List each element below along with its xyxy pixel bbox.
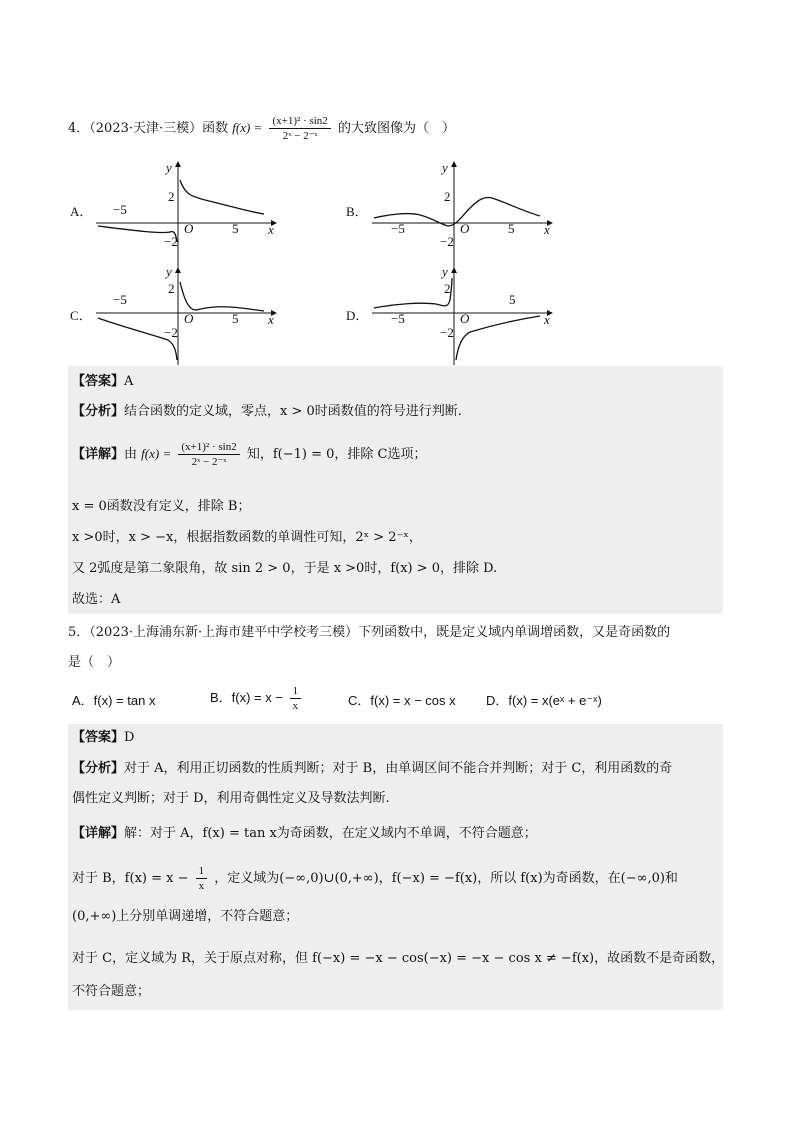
sol4-detail-numerator: (x+1)² · sin2	[178, 440, 239, 455]
sol5-detail3: (0,+∞)上分别单调递增，不符合题意；	[72, 909, 299, 924]
graph-d-origin: O	[460, 311, 470, 326]
sol5-analysis-text: 对于 A，利用正切函数的性质判断；对于 B，由单调区间不能合并判断；对于 C，利用函数的奇	[124, 761, 673, 776]
sol5-analysis2: 偶性定义判断；对于 D，利用奇偶性定义及导数法判断.	[72, 791, 390, 806]
sol4-detail-denominator: 2ˣ − 2⁻ˣ	[191, 456, 227, 468]
graph-a-origin: O	[184, 221, 194, 236]
graph-options	[0, 150, 794, 370]
graph-a-label: A．	[70, 204, 93, 219]
sol4-answer-tag: 【答案】	[72, 374, 125, 389]
graph-a-y-var: y	[166, 160, 172, 175]
graph-c-curve-right	[180, 282, 264, 311]
sol4-answer-value: A	[124, 374, 134, 389]
sol5-analysis	[72, 759, 672, 779]
question-5-line1: 5．（2023·上海浦东新·上海市建平中学校考三模）下列函数中，既是定义域内单调增函数，又是奇函数的	[68, 625, 671, 640]
graph-b-label: B．	[346, 204, 368, 219]
sol4-detail-pre: 由	[124, 447, 138, 462]
graph-c-origin: O	[184, 311, 194, 326]
question-4-stem	[68, 114, 455, 143]
q4-numerator: (x+1)² · sin2	[269, 114, 330, 129]
graph-d[interactable]	[346, 264, 552, 365]
q5-option-b-fraction	[290, 684, 302, 713]
sol4-line2: x = 0函数没有定义，排除 B；	[72, 499, 251, 514]
graph-c-tick-neg: −5	[113, 292, 127, 307]
sol5-answer-value: D	[124, 730, 135, 745]
q4-func: f(x) =	[232, 120, 263, 135]
sol5-answer-tag: 【答案】	[72, 730, 125, 745]
q5-option-c[interactable]: C．f(x) = x − cos x	[348, 693, 456, 708]
sol4-line3: x >0时，x > −x，根据指数函数的单调性可知，2ˣ > 2⁻ˣ，	[72, 530, 422, 545]
sol4-detail-post: 知，f(−1) = 0，排除 C选项；	[246, 447, 427, 462]
sol4-analysis-text: 结合函数的定义域，零点，x > 0时函数值的符号进行判断.	[124, 404, 462, 419]
graph-d-label: D．	[346, 308, 369, 323]
question-5-line2: 是（ ）	[68, 655, 121, 670]
sol5-detail1-text: 解：对于 A，f(x) = tan x为奇函数，在定义域内不单调，不符合题意；	[124, 826, 537, 841]
graph-b-y-bot: −2	[440, 234, 454, 249]
graph-d-y-var: y	[442, 264, 448, 279]
sol5-detail2-pre: 对于 B，f(x) = x −	[72, 871, 189, 886]
q5-option-b-den: x	[292, 700, 299, 712]
graph-c[interactable]	[70, 264, 276, 365]
sol4-analysis-tag: 【分析】	[72, 404, 125, 419]
q5-option-a[interactable]: A．f(x) = tan x	[72, 693, 156, 708]
sol5-detail5: 不符合题意；	[72, 984, 151, 999]
graph-a-curve-right	[180, 180, 264, 214]
graph-c-tick-pos: 5	[232, 311, 239, 326]
sol4-detail-fraction	[178, 440, 239, 469]
graph-b-y-var: y	[442, 160, 448, 175]
graph-d-y-bot: −2	[440, 325, 454, 340]
graph-b-tick-neg: −5	[391, 221, 405, 236]
sol4-line5: 故选：A	[72, 592, 121, 607]
graph-a-y-bot: −2	[164, 234, 178, 249]
q4-fraction	[269, 114, 330, 143]
graph-c-y-top: 2	[168, 281, 175, 296]
graph-c-y-var: y	[166, 264, 172, 279]
sol5-detail2	[72, 864, 678, 893]
sol5-detail2-post: ，定义域为(−∞,0)∪(0,+∞)，f(−x) = −f(x)，所以 f(x)为奇函数，在(−∞,0)和	[214, 871, 678, 886]
sol5-detail2-fraction	[196, 864, 208, 893]
sol5-detail2-den: x	[198, 880, 205, 892]
graph-d-tick-pos: 5	[509, 292, 516, 307]
sol5-detail2-num: 1	[196, 864, 208, 879]
graph-c-label: C．	[70, 308, 92, 323]
sol5-answer	[72, 728, 134, 748]
graph-d-y-top: 2	[444, 281, 451, 296]
q5-option-b-num: 1	[290, 684, 302, 699]
graph-d-curve-left	[374, 278, 452, 308]
graph-b-x-var: x	[544, 222, 550, 237]
q5-option-b[interactable]	[210, 684, 304, 713]
sol4-detail-tag: 【详解】	[72, 447, 125, 462]
graph-d-x-var: x	[544, 312, 550, 327]
graph-d-tick-neg: −5	[391, 311, 405, 326]
graph-a-y-top: 2	[168, 189, 175, 204]
graph-a-tick-pos: 5	[232, 221, 239, 236]
q4-prefix: 4．（2023·天津·三模）函数	[68, 121, 229, 136]
q4-denominator: 2ˣ − 2⁻ˣ	[282, 130, 318, 142]
sol4-analysis	[72, 402, 462, 422]
sol5-detail-tag: 【详解】	[72, 826, 125, 841]
sol5-detail4: 对于 C，定义域为 R，关于原点对称，但 f(−x) = −x − cos(−x) = −x − cos x ≠ −f(x)，故函数不是奇函数，	[72, 951, 725, 966]
q5-option-d[interactable]: D．f(x) = x(eˣ + e⁻ˣ)	[486, 693, 602, 708]
graph-b-origin: O	[460, 221, 470, 236]
sol4-detail	[72, 440, 426, 469]
graph-c-y-bot: −2	[164, 325, 178, 340]
q4-suffix: 的大致图像为（ ）	[337, 121, 455, 136]
sol5-analysis-tag: 【分析】	[72, 761, 125, 776]
graph-b-tick-pos: 5	[508, 221, 515, 236]
graph-c-x-var: x	[268, 312, 274, 327]
graph-a-x-var: x	[268, 222, 274, 237]
graph-a-tick-neg: −5	[113, 202, 127, 217]
sol4-answer	[72, 372, 133, 392]
sol4-line4: 又 2弧度是第二象限角，故 sin 2 > 0，于是 x >0时，f(x) > 0，排除 D.	[72, 561, 498, 576]
sol4-detail-func: f(x) =	[141, 446, 172, 461]
q5-option-b-pre: B．f(x) = x −	[210, 689, 283, 705]
sol5-detail1	[72, 824, 537, 844]
graph-b-y-top: 2	[444, 189, 451, 204]
